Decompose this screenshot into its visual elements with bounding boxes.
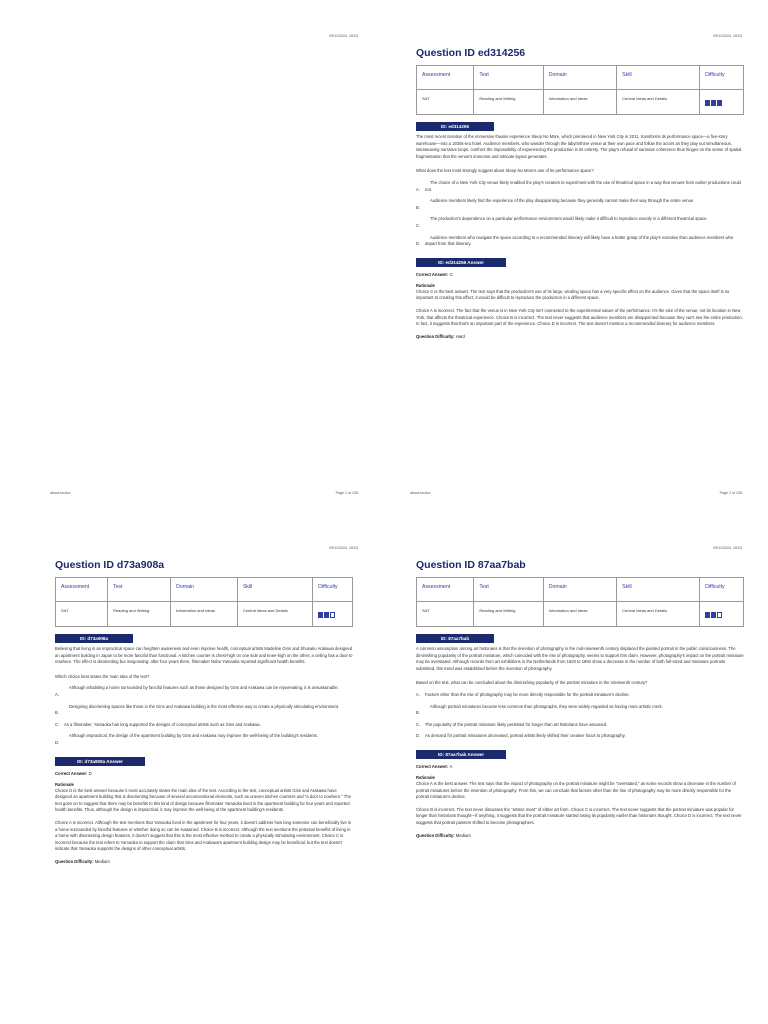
question-difficulty [416, 833, 744, 838]
passage-text: A common assumption among art historians is that the invention of photography in the mid-nineteenth century displaced the painted portrait in the public consciousness. The diminishing popularity of the portrait miniature, which coincided with the rise of photography, seems to support this claim. However, photography's impact on the portrait miniature may be overstated. Although records from art exhibitions in the Netherlands from 1820 to 1892 show a decrease in the number of both full-sized and miniature portraits submitted, this trend was established before the invention of photography. [416, 646, 744, 671]
meta-header: Assessment [56, 578, 108, 602]
choice-letter: C. [416, 222, 421, 228]
meta-header: Skill [237, 578, 312, 602]
question-block [416, 47, 744, 339]
meta-value: Central Ideas and Details [237, 602, 312, 627]
meta-header: Difficulty [700, 66, 744, 90]
choice-text: Although impractical, the design of the apartment building by Gins and Arakawa may improve the well-being of the building's residents. [69, 733, 318, 739]
choice-text: Although portrait miniatures became less common than photographs, they were widely regarded as having more artistic merit. [430, 703, 663, 709]
choice-text: The production's dependence on a particular performance environment would likely make it difficult to reproduce exactly in a different theatrical space. [430, 216, 708, 222]
difficulty-indicator [705, 100, 740, 106]
meta-value: Information and Ideas [171, 602, 238, 627]
choice-text: The choice of a New York City venue likely enabled the play's creators to experiment with the use of theatrical space in a way that venues from earlier productions could not. [425, 179, 741, 192]
meta-header: Assessment [417, 578, 474, 602]
correct-answer-label: Correct Answer: [416, 271, 449, 277]
meta-value: Reading and Writing [474, 602, 543, 627]
question-id-label: ID: ed314256 [416, 122, 494, 131]
choice-letter: B. [416, 204, 420, 210]
question-meta-table [416, 577, 744, 627]
meta-header: Test [108, 578, 171, 602]
choice-letter: D. [55, 739, 60, 745]
meta-value: SAT [56, 602, 108, 627]
page-url: about:srcdoc [50, 491, 71, 495]
page-date: 09/11/2024, 18:03 [713, 34, 742, 38]
question-id-label: ID: 87aa7bab [416, 634, 494, 643]
meta-header: Domain [543, 66, 616, 90]
choice-text: Although inhabiting a home surrounded by fanciful features such as those designed by Gins and Arakawa can be rejuvenating, it is unsustainable. [69, 685, 339, 691]
page-date: 09/11/2024, 18:03 [329, 34, 358, 38]
rationale-paragraph: Choice A is incorrect. The fact that the venue is in New York City isn't connected to the experimental nature of the performance. It's the size of the venue, not its location in New York, that affects the theatrical experience. Choice B is incorrect. The text never suggests that audience members are disappointed because they can't see the entire production. In fact, it suggests that that's an important part of the experience. Choice D is incorrect. The text doesn't mention a recommended itinerary for audience members. [416, 307, 743, 327]
rationale-label: Rationale [55, 781, 74, 787]
difficulty-label: Question Difficulty: [55, 858, 94, 864]
answer-choice[interactable] [55, 722, 353, 729]
answer-choice[interactable] [55, 685, 353, 698]
correct-answer-label: Correct Answer: [55, 770, 88, 776]
choice-text: As demand for portrait miniatures decreased, portrait artists likely shifted their creative focus to photography. [425, 733, 626, 739]
difficulty-label: Question Difficulty: [416, 333, 455, 339]
meta-value: Central Ideas and Details [617, 602, 700, 627]
page-4 [384, 512, 768, 1024]
choice-letter: D. [416, 241, 421, 247]
choice-letter: C. [416, 721, 421, 727]
difficulty-bar [711, 100, 716, 106]
page-date: 09/11/2024, 18:03 [329, 546, 358, 550]
answer-id-label: ID: 87aa7bab Answer [416, 750, 506, 759]
meta-value: SAT [417, 602, 474, 627]
page-2 [384, 0, 768, 512]
choice-letter: A. [416, 186, 420, 192]
difficulty-indicator [318, 612, 349, 618]
difficulty-indicator [705, 612, 740, 618]
answer-choice[interactable] [416, 235, 744, 248]
rationale-label: Rationale [416, 774, 435, 780]
meta-header: Domain [171, 578, 238, 602]
choice-letter: C. [55, 721, 60, 727]
question-text: Based on the text, what can be concluded about the diminishing popularity of the portrait miniature in the nineteenth century? [416, 680, 648, 686]
rationale-paragraph: Choice C is the best answer. The text says that the production's use of its large, winding space has a very specific effect on the audience. Given that the space itself is so important to creating this effect, it would be difficult to reproduce the production in a different space. [416, 288, 730, 301]
meta-value: Reading and Writing [108, 602, 171, 627]
difficulty-bar [330, 612, 335, 618]
correct-answer-label: Correct Answer: [416, 763, 449, 769]
rationale-paragraph: Choice B is incorrect. The text never discusses the "artistic merit" of either art form. Choice C is incorrect. The text never suggests that the portrait miniature was popular for longer than historians thought—if anything, it suggests that the portrait miniature started losing its popularity earlier than historians thought. Choice D is incorrect. The text never suggests that portrait painters shifted to become photographers. [416, 806, 742, 825]
page-date: 09/11/2024, 18:03 [713, 546, 742, 550]
difficulty-bar [705, 612, 710, 618]
meta-value: Central Ideas and Details [617, 90, 700, 115]
page-1 [0, 0, 384, 512]
choice-letter: D. [416, 733, 421, 739]
meta-header: Difficulty [700, 578, 744, 602]
answer-choice[interactable] [416, 216, 744, 229]
question-title: Question ID ed314256 [416, 47, 526, 59]
choice-text: Factors other than the rise of photography may be more directly responsible for the portrait miniature's decline. [425, 691, 630, 697]
rationale-paragraph: Choice A is incorrect. Although the text mentions that Yamaoka lived in the apartment for four years, it doesn't address how long someone can beneficially live in a home surrounded by fanciful features or whether doing so can be sustained. Choice B is incorrect. Although the text mentions the potential benefits of living in a home with disorienting design features, it doesn't suggest that this is the most effective method to create a physically stimulating environment. Choice C is incorrect because the text refers to Yamaoka to support the claim that Gins and Arakawa's apartment building design may be beneficial, but the text doesn't indicate that Yamaoka supports the designs of other conceptual artists. [55, 819, 352, 852]
answer-choice[interactable] [416, 733, 744, 740]
rationale-paragraph: Choice D is the best answer because it most accurately states the main idea of the text. According to the text, conceptual artists Gins and Arakawa have designed an apartment building that is disorienting because of several unconventional elements, such as uneven kitchen counters and "a door to nowhere." The text goes on to suggest that there may be benefits to this kind of design because filmmaker Yamaoka lived in the apartment building for four years and reported health benefits. Thus, although the design is impractical, it may improve the well-being of the apartment building's residents. [55, 787, 351, 813]
meta-header: Skill [617, 66, 700, 90]
page-number: Page 1 of 128 [335, 491, 358, 495]
correct-answer-value: A [449, 763, 453, 769]
passage-text: Believing that living in an impractical space can heighten awareness and even improve health, conceptual artists Madeline Gins and Shusaku Arakawa designed an apartment building in Japan to be more fanciful than functional. A kitchen counter is chest-high on one side and knee-high on the other; a ceiling has a door to nowhere. The effect is disorienting but invigorating: after four years there, filmmaker Nobu Yamaoka reported significant health benefits. [55, 646, 353, 665]
choice-letter: B. [55, 710, 59, 716]
choice-text: Audience members likely find the experience of the play disappointing because they generally cannot make their way through the entire venue. [430, 198, 695, 204]
answer-choice[interactable] [416, 198, 744, 211]
question-title: Question ID d73a908a [55, 559, 165, 571]
correct-answer [416, 764, 744, 769]
difficulty-value: Medium [455, 832, 471, 838]
meta-header: Domain [543, 578, 616, 602]
question-text: Which choice best states the main idea of the text? [55, 673, 150, 679]
answer-choice[interactable] [416, 692, 744, 699]
choice-letter: B. [416, 710, 420, 716]
difficulty-bar [705, 100, 710, 106]
question-meta-table [416, 65, 744, 115]
rationale-label: Rationale [416, 282, 435, 288]
difficulty-bar [318, 612, 323, 618]
meta-header: Test [474, 66, 543, 90]
page-3 [0, 512, 384, 1024]
correct-answer [416, 272, 744, 277]
choice-letter: A. [55, 691, 59, 697]
meta-value: SAT [417, 90, 474, 115]
difficulty-value: Medium [94, 858, 110, 864]
answer-choice[interactable] [55, 704, 353, 717]
passage-text: The most recent iteration of the immersive theater experience Sleep No More, which premiered in New York City in 2011, transforms its performance space—a five-story warehouse—into a 1930s-era hotel. Audience members, who wander through the labyrinthine venue at their own pace and follow the actors as they play out simultaneous, interweaving narrative loops, confront the impossibility of experiencing the production in its entirety. The play's refusal of narrative coherence thus hinges on the sense of spatial fragmentation that the venue's immense and intricate layout generates. [416, 134, 742, 159]
difficulty-bar [717, 100, 722, 106]
question-difficulty [416, 334, 744, 339]
question-block [416, 559, 744, 838]
choice-letter: A. [416, 691, 420, 697]
meta-header: Difficulty [313, 578, 353, 602]
choice-text: As a filmmaker, Yamaoka has long supported the designs of conceptual artists such as Gins and Arakawa. [64, 721, 261, 727]
meta-value: Reading and Writing [474, 90, 543, 115]
page-number: Page 2 of 128 [719, 491, 742, 495]
correct-answer-value: C [449, 271, 453, 277]
meta-header: Test [474, 578, 543, 602]
answer-id-label: ID: d73a908a Answer [55, 757, 145, 766]
choice-text: Designing disorienting spaces like those in the Gins and Arakawa building is the most effective way to create a physically stimulating environment. [69, 703, 340, 709]
meta-header: Skill [617, 578, 700, 602]
meta-value: Information and Ideas [543, 602, 616, 627]
question-text: What does the text most strongly suggest about Sleep No More's use of its performance space? [416, 168, 594, 174]
question-id-label: ID: d73a908a [55, 634, 133, 643]
page-url: about:srcdoc [410, 491, 431, 495]
answer-choice[interactable] [416, 180, 744, 193]
correct-answer-value: D [88, 770, 92, 776]
choice-text: Audience members who navigate the space according to a recommended itinerary will likely have a better grasp of the play's narrative than audience members who depart from that itinerary. [425, 234, 734, 247]
question-difficulty [55, 859, 353, 864]
difficulty-label: Question Difficulty: [416, 832, 455, 838]
rationale-paragraph: Choice A is the best answer. The text says that the impact of photography on the portrait miniature might be "overstated," as some records show a decrease in the number of portrait miniatures before the invention of photography. From this, we can conclude that factors other than the rise of photography may be more directly responsible for the portrait miniature's decline. [416, 780, 736, 800]
choice-text: The popularity of the portrait miniature likely persisted for longer than art historians have assumed. [425, 721, 608, 727]
difficulty-bar [324, 612, 329, 618]
question-title: Question ID 87aa7bab [416, 559, 526, 571]
meta-header: Assessment [417, 66, 474, 90]
answer-choice[interactable] [55, 733, 353, 746]
answer-choice[interactable] [416, 704, 744, 717]
correct-answer [55, 771, 353, 776]
difficulty-value: Hard [455, 333, 465, 339]
meta-value: Information and Ideas [543, 90, 616, 115]
question-meta-table [55, 577, 353, 627]
answer-id-label: ID: ed314256 Answer [416, 258, 506, 267]
difficulty-bar [717, 612, 722, 618]
answer-choice[interactable] [416, 722, 744, 729]
difficulty-bar [711, 612, 716, 618]
question-block [55, 559, 353, 864]
